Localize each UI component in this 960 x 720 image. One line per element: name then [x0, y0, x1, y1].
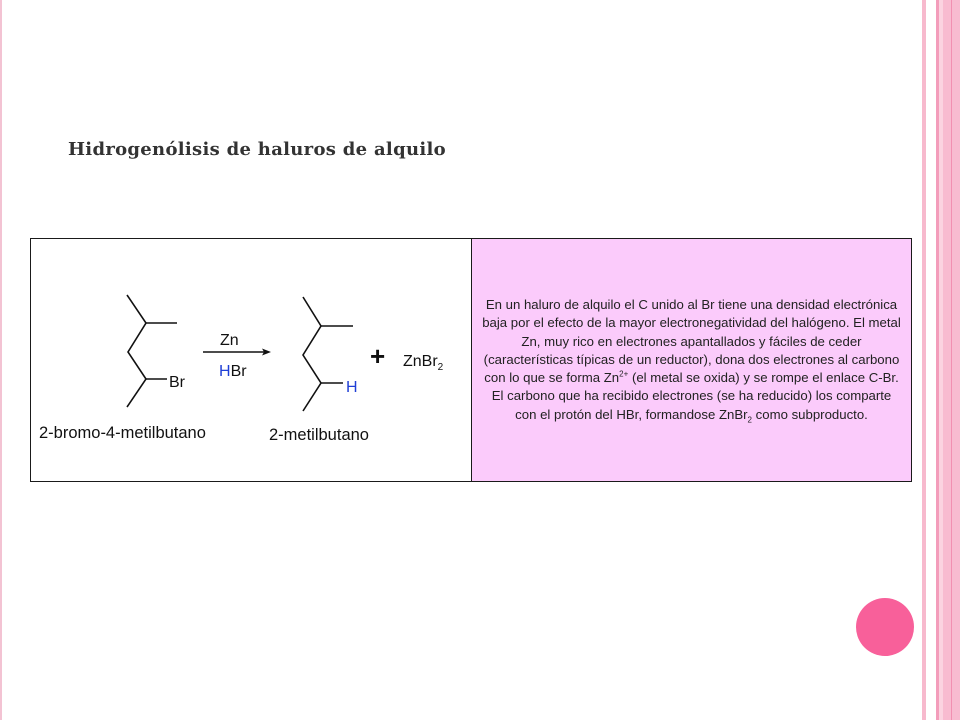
- zinc-charge: 2+: [619, 369, 629, 379]
- explanation-part-1: En un haluro de alquilo el C unido al Br tiene una densidad electrónica baja por el efecto de la mayor electronegatividad del halógeno. El metal Zn, muy rico en electrones apantallados y fáciles de ceder (características típicas de un reductor), dona dos electrones al carbono con lo que se forma Zn: [482, 297, 901, 386]
- reaction-table: [30, 238, 912, 482]
- decorative-circle: [856, 598, 914, 656]
- byproduct-znbr: ZnBr: [403, 353, 438, 370]
- decorative-band: [926, 0, 936, 720]
- explanation-part-2: (el metal se oxida) y se rompe el enlace C-Br. El carbono que ha recibido electrones (se ha reducido) los comparte con el protón del HBr, formandose ZnBr: [491, 370, 899, 422]
- plus-sign: +: [370, 341, 386, 371]
- slide-title: Hidrogenólisis de haluros de alquilo: [68, 139, 446, 160]
- explanation-cell: [472, 239, 912, 482]
- product-name: 2-metilbutano: [269, 426, 369, 444]
- decorative-band: [951, 0, 952, 720]
- reagent-hbr: [219, 363, 247, 380]
- reactant-br-atom: Br: [169, 374, 185, 391]
- reagent-br: Br: [230, 363, 247, 380]
- reagent-h: H: [219, 363, 231, 380]
- byproduct-subscript: 2: [437, 362, 444, 373]
- reagent-zn: Zn: [220, 332, 239, 349]
- product-h-atom: H: [346, 379, 358, 396]
- reaction-scheme-cell: [31, 239, 472, 482]
- reactant-name: 2-bromo-4-metilbutano: [39, 424, 206, 442]
- reactant-skeleton: [127, 295, 146, 407]
- product-skeleton: [303, 297, 321, 411]
- explanation-part-3: como subproducto.: [752, 406, 868, 422]
- reaction-scheme: [31, 239, 471, 483]
- znbr2-subscript: 2: [747, 415, 752, 425]
- byproduct-formula: [403, 353, 444, 373]
- explanation-text: [482, 296, 902, 423]
